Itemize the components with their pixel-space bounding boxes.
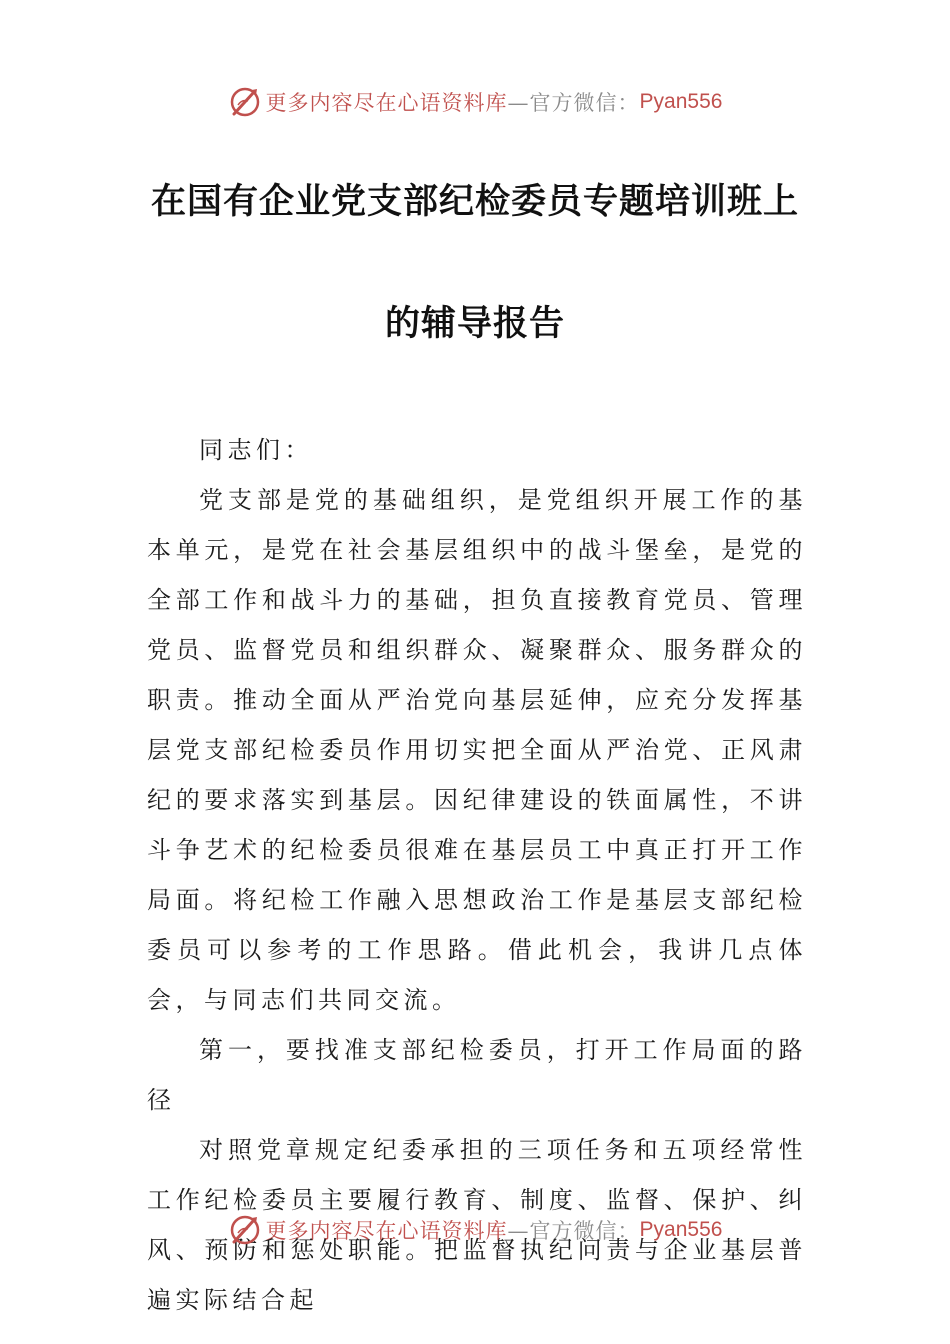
banner-wechat-id: Pyan556 bbox=[639, 1218, 723, 1241]
paragraph-1: 党支部是党的基础组织，是党组织开展工作的基本单元，是党在社会基层组织中的战斗堡垒，是党的全部工作和战斗力的基础，担负直接教育党员、管理党员、监督党员和组织群众、凝聚群众、服务群众的职责。推动全面从严治党向基层延伸，应充分发挥基层党支部纪检委员作用切实把全面从严治党、正风肃纪的要求落实到基层。因纪律建设的铁面属性，不讲斗争艺术的纪检委员很难在基层员工中真正打开工作局面。将纪检工作融入思想政治工作是基层支部纪检委员可以参考的工作思路。借此机会，我讲几点体会，与同志们共同交流。 bbox=[147, 486, 807, 1014]
section-heading-1: 第一，要找准支部纪检委员，打开工作局面的路径 bbox=[147, 1036, 807, 1114]
banner-text: 更多内容尽在心语资料库 bbox=[265, 1219, 508, 1243]
paragraph-2: 对照党章规定纪委承担的三项任务和五项经常性工作纪检委员主要履行教育、制度、监督、保护、纠风、预防和惩处职能。把监督执纪问责与企业基层普遍实际结合起 bbox=[147, 1136, 807, 1314]
header-banner bbox=[0, 82, 950, 122]
banner-wechat-label: —官方微信： bbox=[507, 1219, 640, 1243]
banner-wechat-id: Pyan556 bbox=[639, 90, 723, 113]
banner-text: 更多内容尽在心语资料库 bbox=[265, 91, 508, 115]
page-title-line1: 在国有企业党支部纪检委员专题培训班上 bbox=[150, 182, 799, 222]
pen-logo-icon bbox=[228, 85, 262, 119]
pen-logo-icon bbox=[228, 1213, 262, 1247]
salutation: 同志们： bbox=[199, 436, 313, 464]
banner-wechat-label: —官方微信： bbox=[507, 91, 640, 115]
footer-banner bbox=[0, 1210, 950, 1250]
document-body bbox=[147, 425, 807, 1325]
page-title-line2: 的辅导报告 bbox=[384, 304, 565, 344]
